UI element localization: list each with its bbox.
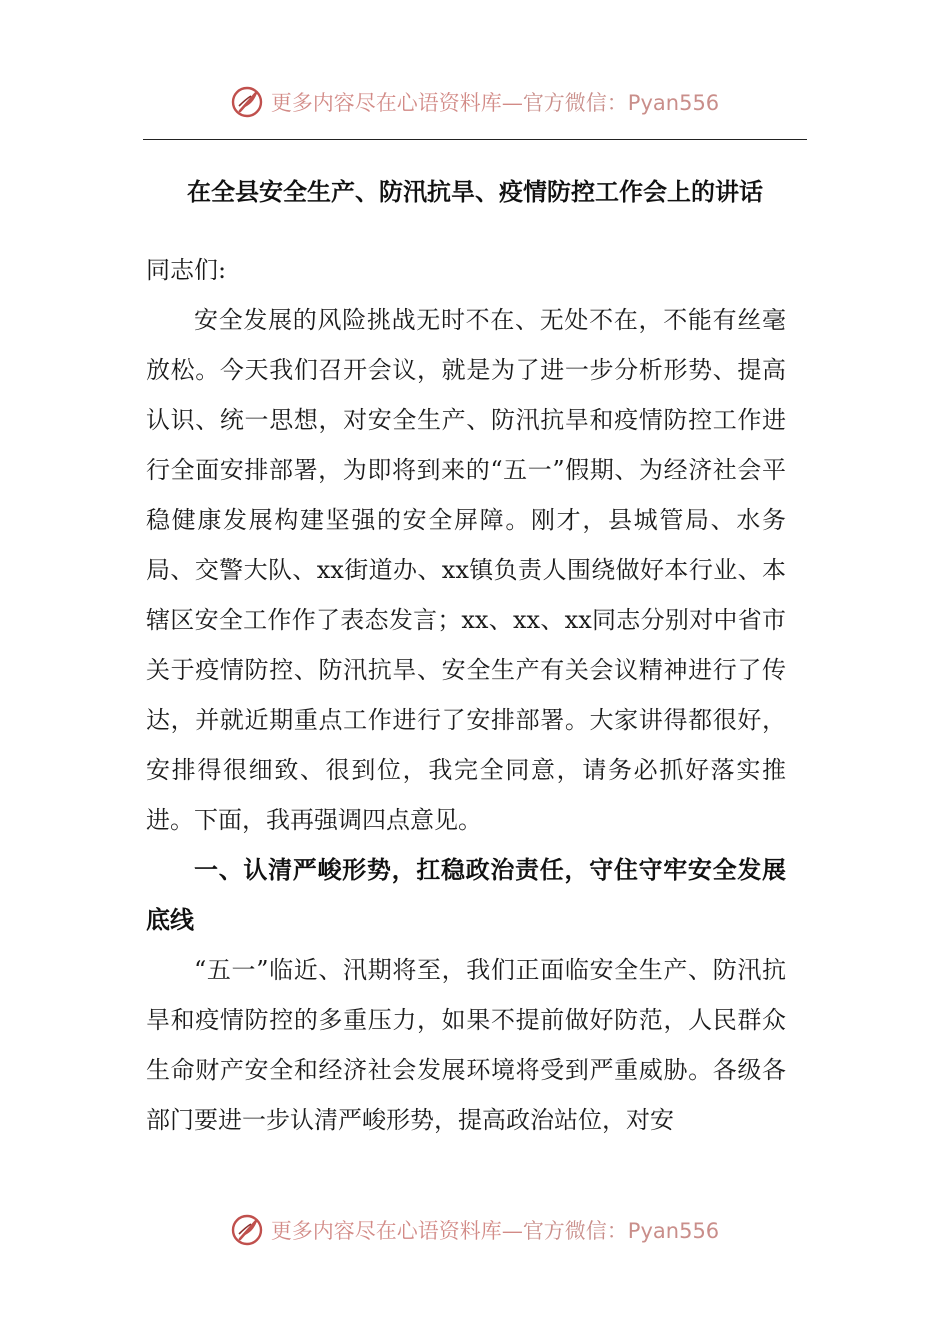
paragraph-1: 安全发展的风险挑战无时不在、无处不在，不能有丝毫放松。今天我们召开会议，就是为了进一步分析形势、提高认识、统一思想，对安全生产、防汛抗旱和疫情防控工作进行全面安排部署，为即将到来的“五一”假期、为经济社会平稳健康发展构建坚强的安全屏障。刚才，县城管局、水务局、交警大队、xx街道办、xx镇负责人围绕做好本行业、本辖区安全工作作了表态发言；xx、xx、xx同志分别对中省市关于疫情防控、防汛抗旱、安全生产有关会议精神进行了传达，并就近期重点工作进行了安排部署。大家讲得都很好，安排得很细致、很到位，我完全同意，请务必抓好落实推进。下面，我再强调四点意见。 — [146, 306, 786, 834]
banner-library-text: 更多内容尽在心语资料库 — [270, 91, 502, 115]
document-title: 在全县安全生产、防汛抗旱、疫情防控工作会上的讲话 — [187, 177, 763, 206]
paragraph-2: “五一”临近、汛期将至，我们正面临安全生产、防汛抗旱和疫情防控的多重压力，如果不提前做好防范，人民群众生命财产安全和经济社会发展环境将受到严重威胁。各级各部门要进一步认清严峻形势，提高政治站位，对安 — [146, 956, 786, 1134]
banner-wechat-text: 官方微信：Pyan556 — [522, 91, 720, 115]
footer-banner-text — [271, 1215, 719, 1245]
footer-banner — [0, 1208, 950, 1252]
header-divider — [143, 139, 807, 140]
quill-logo-icon — [231, 1213, 265, 1247]
salutation: 同志们: — [146, 256, 227, 284]
banner-dash: — — [501, 91, 523, 115]
document-body — [146, 245, 786, 1145]
quill-logo-icon — [231, 85, 265, 119]
section-heading-1: 一、认清严峻形势，扛稳政治责任，守住守牢安全发展底线 — [146, 856, 786, 934]
banner-library-text: 更多内容尽在心语资料库 — [270, 1219, 502, 1243]
banner-dash: — — [501, 1219, 523, 1243]
header-banner — [0, 80, 950, 124]
banner-wechat-text: 官方微信：Pyan556 — [522, 1219, 720, 1243]
header-banner-text — [271, 87, 719, 117]
